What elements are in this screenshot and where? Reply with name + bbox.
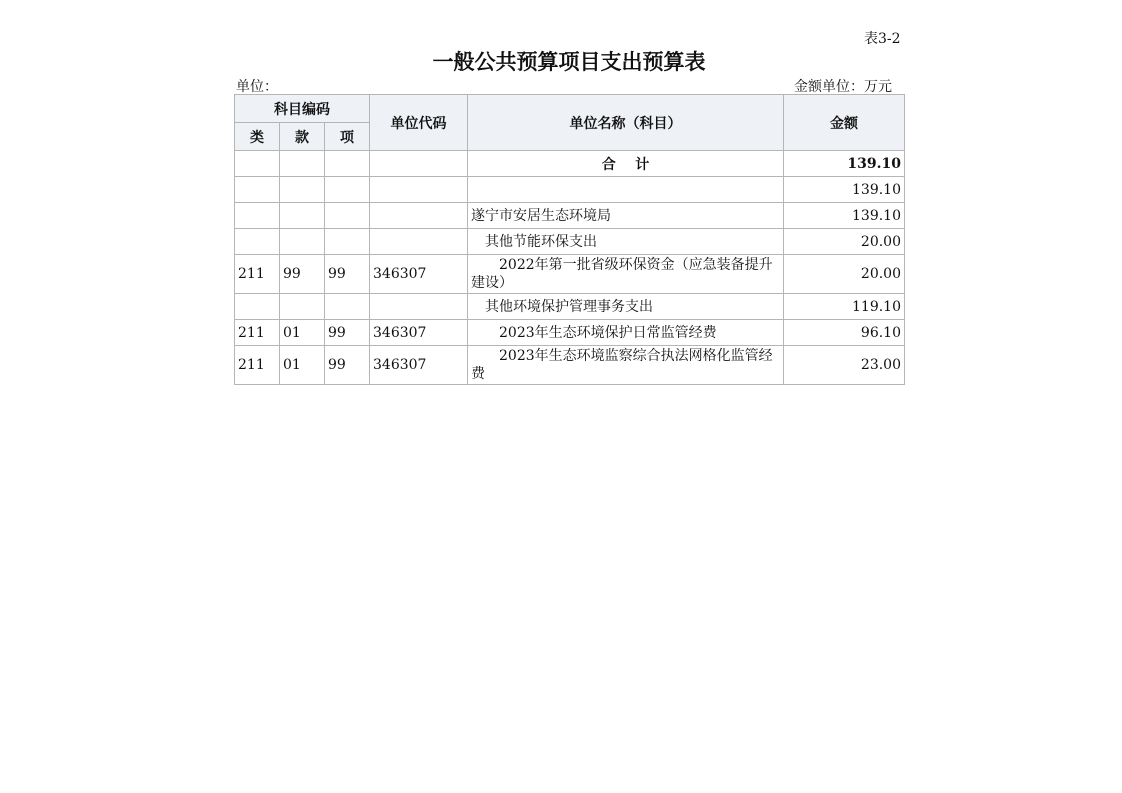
cell-lei: 211 <box>235 320 280 346</box>
table-row <box>235 255 905 294</box>
cell-code <box>370 203 468 229</box>
cell-name: 2023年生态环境保护日常监管经费 <box>468 320 784 346</box>
budget-table <box>234 94 905 385</box>
cell-amount: 119.10 <box>784 294 905 320</box>
header-lei: 类 <box>235 123 280 151</box>
cell-amount: 20.00 <box>784 229 905 255</box>
cell-name: 2023年生态环境监察综合执法网格化监管经费 <box>468 346 784 385</box>
cell-kuan <box>280 294 325 320</box>
table-row <box>235 203 905 229</box>
table-row <box>235 346 905 385</box>
cell-lei: 211 <box>235 255 280 294</box>
cell-code: 346307 <box>370 255 468 294</box>
amount-unit-label: 金额单位：万元 <box>794 79 892 95</box>
header-unit-code: 单位代码 <box>370 95 468 151</box>
cell-lei <box>235 229 280 255</box>
header-subject-code: 科目编码 <box>235 95 370 123</box>
cell-code: 346307 <box>370 346 468 385</box>
cell-kuan <box>280 203 325 229</box>
cell-code <box>370 151 468 177</box>
table-row <box>235 229 905 255</box>
cell-name: 2022年第一批省级环保资金（应急装备提升建设） <box>468 255 784 294</box>
table-number: 表3-2 <box>864 31 901 47</box>
unit-label: 单位： <box>236 79 278 95</box>
cell-lei <box>235 294 280 320</box>
table-row <box>235 320 905 346</box>
cell-name <box>468 177 784 203</box>
header-xiang: 项 <box>325 123 370 151</box>
cell-kuan: 01 <box>280 320 325 346</box>
cell-amount: 139.10 <box>784 177 905 203</box>
cell-xiang: 99 <box>325 346 370 385</box>
cell-xiang <box>325 177 370 203</box>
header-amount: 金额 <box>784 95 905 151</box>
cell-xiang: 99 <box>325 255 370 294</box>
cell-amount: 96.10 <box>784 320 905 346</box>
cell-xiang <box>325 203 370 229</box>
cell-lei <box>235 203 280 229</box>
cell-xiang <box>325 229 370 255</box>
table-row <box>235 177 905 203</box>
cell-lei: 211 <box>235 346 280 385</box>
cell-code: 346307 <box>370 320 468 346</box>
cell-amount: 23.00 <box>784 346 905 385</box>
cell-code <box>370 229 468 255</box>
cell-kuan: 99 <box>280 255 325 294</box>
cell-amount: 20.00 <box>784 255 905 294</box>
cell-name: 其他节能环保支出 <box>468 229 784 255</box>
cell-name: 合 计 <box>468 151 784 177</box>
header-kuan: 款 <box>280 123 325 151</box>
page-title: 一般公共预算项目支出预算表 <box>432 50 706 74</box>
cell-amount: 139.10 <box>784 151 905 177</box>
cell-name: 其他环境保护管理事务支出 <box>468 294 784 320</box>
cell-code <box>370 294 468 320</box>
cell-xiang <box>325 294 370 320</box>
cell-lei <box>235 177 280 203</box>
cell-amount: 139.10 <box>784 203 905 229</box>
cell-kuan: 01 <box>280 346 325 385</box>
table-row <box>235 294 905 320</box>
cell-kuan <box>280 151 325 177</box>
cell-kuan <box>280 177 325 203</box>
table-row-total <box>235 151 905 177</box>
cell-xiang <box>325 151 370 177</box>
cell-lei <box>235 151 280 177</box>
cell-name: 遂宁市安居生态环境局 <box>468 203 784 229</box>
cell-code <box>370 177 468 203</box>
cell-kuan <box>280 229 325 255</box>
cell-xiang: 99 <box>325 320 370 346</box>
header-unit-name: 单位名称（科目） <box>468 95 784 151</box>
